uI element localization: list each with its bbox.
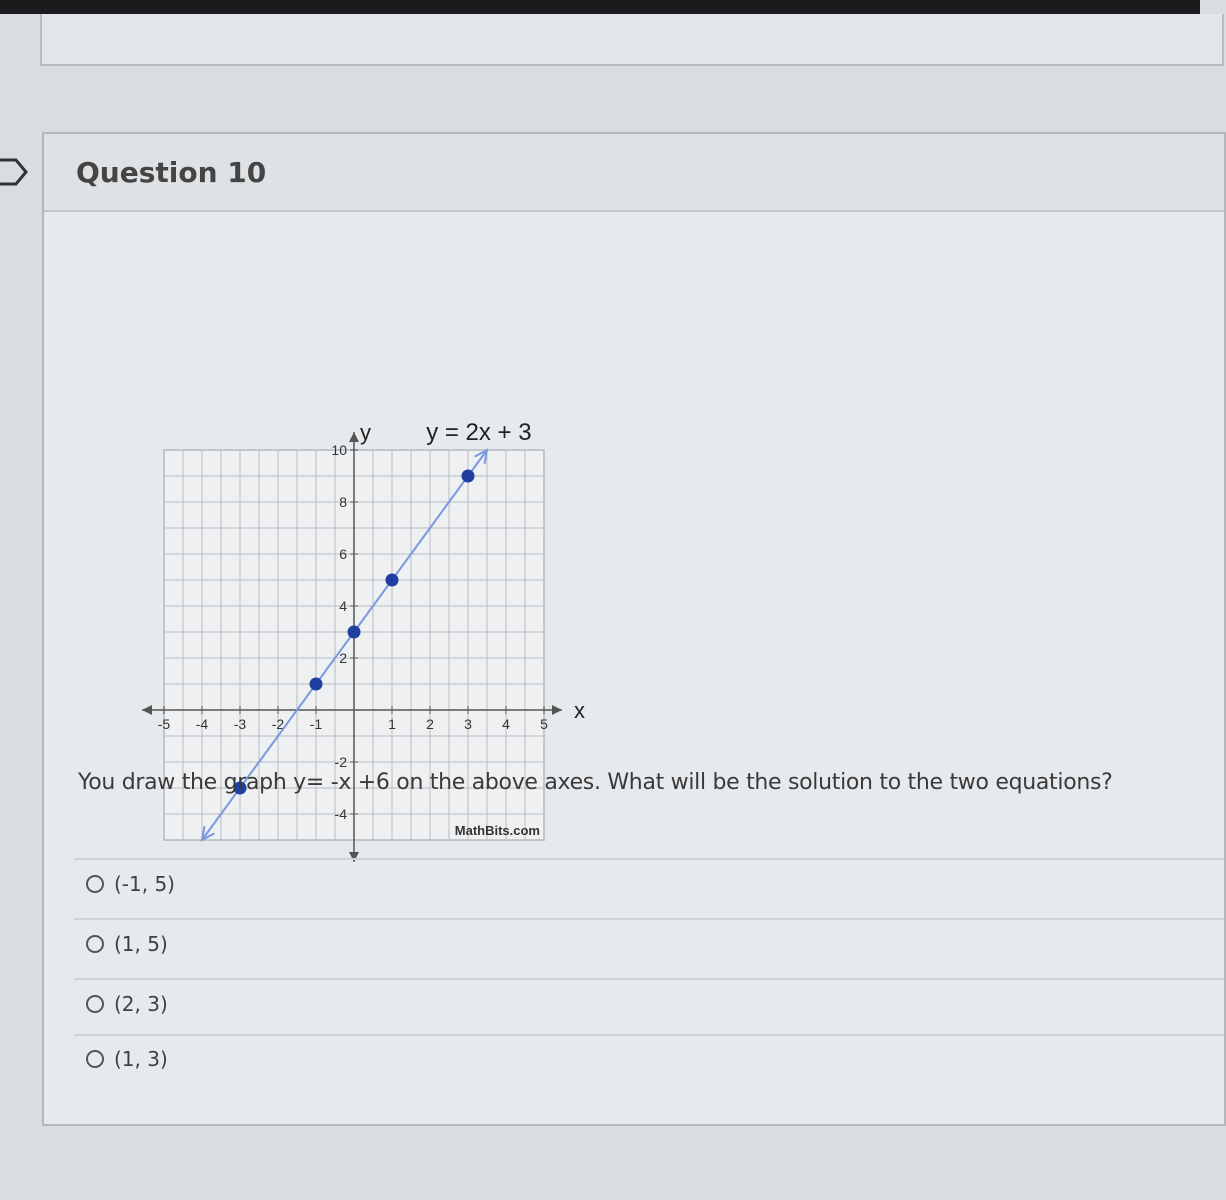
y-tick-label: 8 [339, 494, 347, 510]
x-axis-arrow-left [142, 705, 152, 715]
question-card [42, 132, 1226, 1126]
graph [104, 282, 585, 838]
radio-button[interactable] [86, 935, 104, 953]
y-axis-arrow [349, 432, 359, 442]
radio-button[interactable] [86, 875, 104, 893]
x-tick-label: 3 [464, 716, 472, 732]
data-point [348, 626, 361, 639]
answer-option-3[interactable] [86, 989, 168, 1019]
x-axis-label: x [574, 698, 585, 723]
x-tick-label: -1 [309, 716, 323, 732]
data-point [310, 678, 323, 691]
y-tick-label: 4 [339, 598, 347, 614]
y-axis-label: y [360, 420, 371, 445]
answer-option-label: (1, 3) [114, 1047, 168, 1071]
x-tick-label: -5 [157, 716, 171, 732]
x-tick-label: 4 [502, 716, 510, 732]
divider [74, 858, 1224, 860]
x-tick-label: 2 [426, 716, 434, 732]
y-tick-label: 10 [331, 442, 347, 458]
x-tick-label: -2 [271, 716, 285, 732]
y-tick-label: 2 [339, 650, 347, 666]
divider [74, 918, 1224, 920]
divider [74, 1034, 1224, 1036]
data-point [462, 470, 475, 483]
x-axis-arrow [552, 705, 562, 715]
previous-question-card [40, 14, 1224, 66]
question-title: Question 10 [76, 156, 267, 189]
y-tick-label: -2 [334, 754, 347, 770]
answer-option-1[interactable] [86, 869, 175, 899]
x-tick-label: 1 [388, 716, 396, 732]
divider [74, 978, 1224, 980]
x-tick-label: -4 [195, 716, 209, 732]
chart-svg [104, 282, 585, 838]
chart-title: y = 2x + 3 [426, 419, 532, 446]
question-prompt: You draw the graph y= -x +6 on the above axes. What will be the solution to the two equations? [78, 770, 1113, 795]
radio-button[interactable] [86, 1050, 104, 1068]
x-tick-label: 5 [540, 716, 548, 732]
watermark-text: MathBits.com [454, 823, 540, 838]
answer-option-4[interactable] [86, 1044, 168, 1074]
answer-option-label: (2, 3) [114, 992, 168, 1016]
y-axis-arrow-down [349, 852, 359, 862]
x-tick-label: -3 [233, 716, 247, 732]
y-tick-label: -4 [334, 806, 347, 822]
radio-button[interactable] [86, 995, 104, 1013]
bookmark-flag-icon[interactable] [0, 158, 30, 186]
top-bar [0, 0, 1200, 14]
data-point [386, 574, 399, 587]
y-tick-label: 6 [339, 546, 347, 562]
answer-option-2[interactable] [86, 929, 168, 959]
answer-option-label: (1, 5) [114, 932, 168, 956]
answer-option-label: (-1, 5) [114, 872, 175, 896]
question-header [44, 134, 1224, 212]
